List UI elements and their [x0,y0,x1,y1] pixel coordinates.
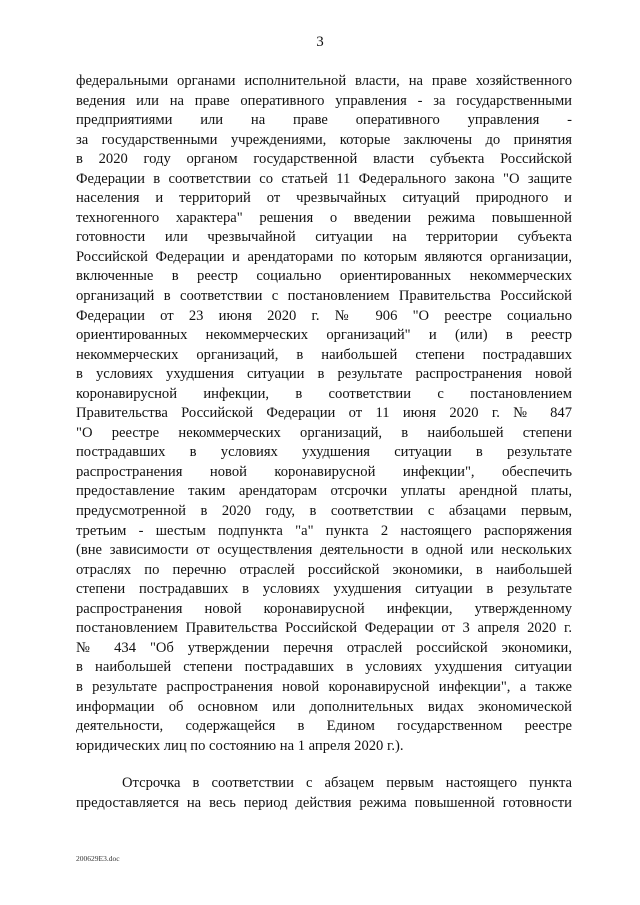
text-line: Российской Федерации и арендаторами по которым являются организации, [76,248,572,265]
text-line: ориентированных некоммерческих организаций" и (или) в реестр [76,327,572,344]
text-line: "О реестре некоммерческих организаций, в наибольшей степени [76,424,572,441]
text-line: готовности или чрезвычайной ситуации на территории субъекта [76,229,572,246]
text-line: постановлением Правительства Российской Федерации от 3 апреля 2020 г. [76,620,572,637]
text-line: федеральными органами исполнительной власти, на праве хозяйственного [76,73,572,89]
text-line: информации об основном или дополнительных видах экономической [76,698,572,715]
text-line: третьим - шестым подпункта "а" пункта 2 настоящего распоряжения [76,522,572,539]
text-line: распространения новой коронавирусной инфекции", обеспечить [76,463,572,480]
text-line: организаций в соответствии с постановлением Правительства Российской [76,288,572,305]
footer-file-code: 200629E3.doc [76,854,120,863]
text-line: в наибольшей степени пострадавших в условиях ухудшения ситуации [76,659,572,676]
text-line: деятельности, содержащейся в Едином государственном реестре [76,718,572,735]
text-line: юридических лиц по состоянию на 1 апреля 2020 г.). [76,737,404,754]
paragraph-2 [76,774,572,813]
text-line: некоммерческих организаций, в наибольшей степени пострадавших [76,346,572,363]
text-line: коронавирусной инфекции, в соответствии с постановлением [76,385,572,402]
text-line: предприятиями или на праве оперативного управления - [76,112,572,129]
text-line: предусмотренной в 2020 году, в соответствии с абзацами первым, [76,503,572,520]
text-line: в результате распространения новой коронавирусной инфекции", а также [76,678,572,695]
page-number: 3 [316,34,324,50]
text-line: Федерации в соответствии со статьей 11 Федерального закона "О защите [76,170,572,187]
text-line: (вне зависимости от осуществления деятельности в одной или нескольких [76,542,572,559]
text-line: распространения новой коронавирусной инфекции, утвержденному [76,600,572,617]
paragraph-1 [76,72,572,756]
text-line: ведения или на праве оперативного управления - за государственными [76,92,572,109]
text-line: предоставляется на весь период действия режима повышенной готовности [76,794,572,811]
text-line: № 434 "Об утверждении перечня отраслей российской экономики, [76,639,572,656]
document-body [76,72,572,813]
text-line: в 2020 году органом государственной власти субъекта Российской [76,151,572,168]
text-line: Федерации от 23 июня 2020 г. № 906 "О реестре социально [76,307,572,324]
text-line: отраслях по перечню отраслей российской экономики, в наибольшей [76,561,572,578]
text-line: за государственными учреждениями, которые заключены до принятия [76,131,572,148]
text-line: пострадавших в условиях ухудшения ситуации в результате [76,444,572,461]
text-line: Отсрочка в соответствии с абзацем первым настоящего пункта [122,775,572,792]
text-line: в условиях ухудшения ситуации в результате распространения новой [76,366,572,383]
text-line: включенные в реестр социально ориентированных некоммерческих [76,268,572,285]
text-line: Правительства Российской Федерации от 11 июня 2020 г. № 847 [76,405,572,422]
text-line: предоставление таким арендаторам отсрочки уплаты арендной платы, [76,483,572,500]
text-line: населения и территорий от чрезвычайных ситуаций природного и [76,190,572,207]
text-line: техногенного характера" решения о введении режима повышенной [76,209,572,226]
text-line: степени пострадавших в условиях ухудшения ситуации в результате [76,581,572,598]
